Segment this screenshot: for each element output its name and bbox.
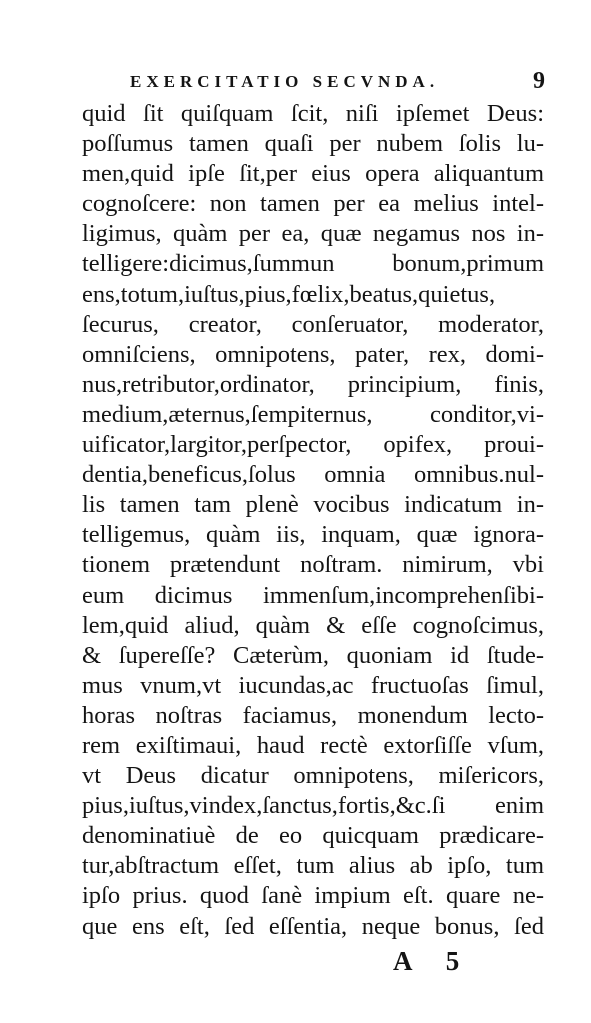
text-line: eum dicimus immenſum,incomprehenſibi-: [82, 581, 544, 609]
text-line: nus,retributor,ordinator, principium, finis,: [82, 370, 544, 398]
text-line: tionem prætendunt noſtram. nimirum, vbi: [82, 551, 544, 579]
text-line: uificator,largitor,perſpector, opifex, proui-: [82, 431, 544, 459]
text-line: vt Deus dicatur omnipotens, miſericors,: [82, 762, 544, 790]
body-text: [82, 99, 544, 942]
running-head: [130, 68, 545, 98]
text-line: tur,abſtractum eſſet, tum alius ab ipſo, tum: [82, 852, 544, 880]
signature-mark: A 5: [393, 946, 474, 976]
text-line: lis tamen tam plenè vocibus indicatum in-: [82, 491, 544, 519]
text-line: & ſupereſſe? Cæterùm, quoniam id ſtude-: [82, 641, 544, 669]
text-line: mus vnum,vt iucundas,ac fructuoſas ſimul,: [82, 671, 544, 699]
text-line: ligimus, quàm per ea, quæ negamus nos in-: [82, 220, 544, 248]
text-line: lem,quid aliud, quàm & eſſe cognoſcimus,: [82, 611, 544, 639]
text-line: omniſciens, omnipotens, pater, rex, domi-: [82, 340, 544, 368]
text-line: medium,æternus,ſempiternus, conditor,vi-: [82, 400, 544, 428]
text-line: quid ſit quiſquam ſcit, niſi ipſemet Deus:: [82, 100, 544, 127]
text-line: denominatiuè de eo quicquam prædicare-: [82, 822, 544, 850]
text-line: rem exiſtimaui, haud rectè extorſiſſe vſum,: [82, 731, 544, 759]
text-line: dentia,beneficus,ſolus omnia omnibus.nul-: [82, 461, 544, 489]
text-line: horas noſtras faciamus, monendum lecto-: [82, 701, 544, 729]
text-line: pius,iuſtus,vindex,ſanctus,fortis,&c.ſi enim: [82, 792, 544, 820]
text-line: cognoſcere: non tamen per ea melius intel-: [82, 190, 544, 218]
text-line: poſſumus tamen quaſi per nubem ſolis lu-: [82, 130, 544, 158]
text-line: telligere:dicimus,ſummun bonum,primum: [82, 250, 544, 278]
text-line: que ens eſt, ſed eſſentia, neque bonus, ſed: [82, 912, 544, 940]
running-title: EXERCITATIO SECVNDA.: [130, 72, 440, 91]
text-line: ſecurus, creator, conſeruator, moderator,: [82, 310, 544, 338]
text-line: ipſo prius. quod ſanè impium eſt. quare ne-: [82, 882, 544, 910]
text-line: telligemus, quàm iis, inquam, quæ ignora-: [82, 521, 544, 549]
text-line: men,quid ipſe ſit,per eius opera aliquantum: [82, 160, 544, 188]
text-line: ens,totum,iuſtus,pius,fœlix,beatus,quietus,: [82, 280, 496, 308]
page-number: 9: [533, 68, 545, 94]
